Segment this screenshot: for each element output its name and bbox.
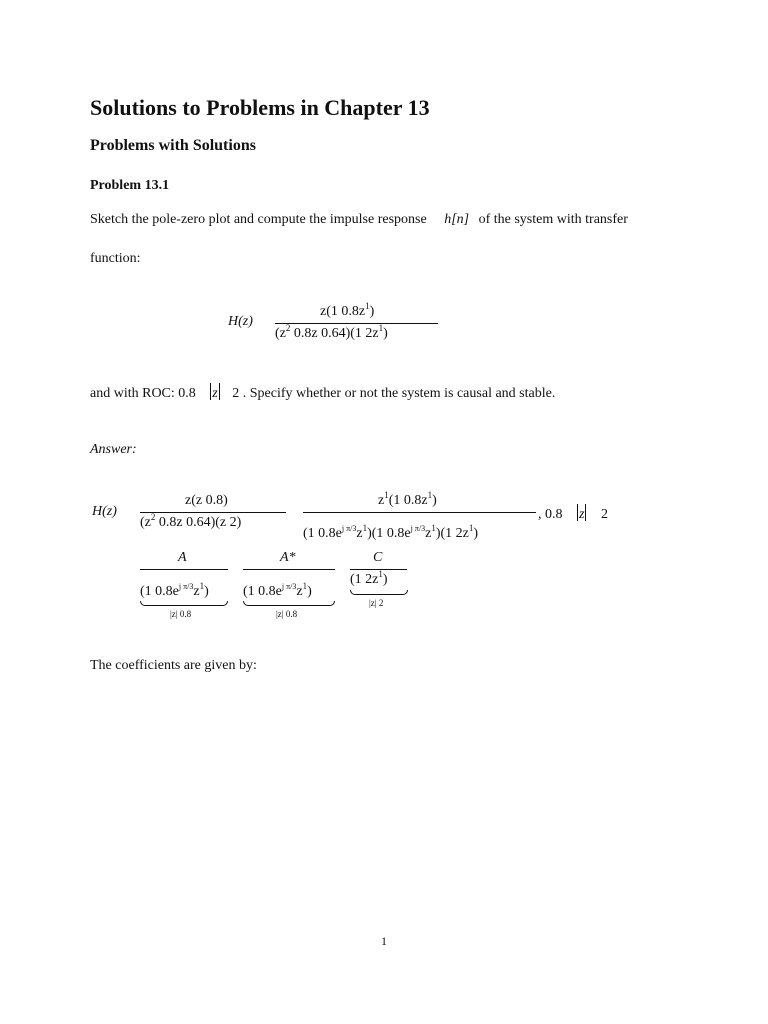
eq2-frac1-num: z(z 0.8) <box>185 493 228 508</box>
eq2-f2-num-exp2: 1 <box>427 490 433 500</box>
eq2-frac1-den <box>140 512 242 531</box>
eq1-den-end: ) <box>383 326 388 341</box>
eq2-f2-den-exp-c: j π/3 <box>410 524 426 533</box>
eq1-den-a: (z <box>275 326 286 341</box>
eq3-t3-den-a: (1 2z <box>350 572 379 587</box>
eq3-t1-den-exp: j π/3 <box>178 582 194 591</box>
roc-prefix: and with ROC: 0.8 <box>90 386 196 401</box>
eq3-term1-bar <box>140 569 228 570</box>
eq2-f2-den-end: ) <box>473 526 479 541</box>
eq3-term3-brace <box>350 590 408 595</box>
eq3-term1-brace <box>140 601 228 606</box>
eq3-t2-den-exp2: 1 <box>302 581 308 591</box>
eq3-t3-den-exp: 1 <box>378 569 383 579</box>
eq1-numerator <box>320 301 375 320</box>
eq1-denominator <box>275 323 388 342</box>
eq2-f2-den-c: )(1 0.8e <box>367 526 411 541</box>
eq3-term1-num: A <box>178 550 187 565</box>
eq3-t2-den-a: (1 0.8e <box>243 584 282 599</box>
eq3-t1-den-a: (1 0.8e <box>140 584 179 599</box>
eq2-f2-den-exp-b: 1 <box>362 523 368 533</box>
eq3-term1-brace-label: |z| 0.8 <box>170 609 192 619</box>
eq2-f2-num-b: (1 0.8z <box>388 493 428 508</box>
eq2-f2-den-d: z <box>425 526 432 541</box>
roc-statement <box>90 383 555 404</box>
page-number: 1 <box>381 934 387 948</box>
eq2-roc-end: 2 <box>600 507 608 522</box>
eq2-f2-num-end: ) <box>432 493 437 508</box>
eq2-roc <box>538 504 608 523</box>
eq2-f2-den-b: z <box>356 526 363 541</box>
eq2-frac2-bar <box>303 512 536 513</box>
eq3-term2-bar <box>243 569 335 570</box>
roc-z: z <box>212 386 218 401</box>
eq2-frac2-num <box>378 490 437 509</box>
eq3-term2-den <box>243 581 312 600</box>
eq3-t1-den-b: z <box>193 584 200 599</box>
eq1-num-end: ) <box>369 304 375 319</box>
coefficients-text: The coefficients are given by: <box>90 658 257 673</box>
eq1-num-text: z(1 0.8z <box>320 304 366 319</box>
eq2-f2-num-exp: 1 <box>384 490 389 500</box>
eq1-den-exp2: 1 <box>378 323 384 333</box>
eq3-term3-den <box>350 569 388 588</box>
eq2-f2-den-exp-a: j π/3 <box>341 524 357 533</box>
eq3-term3-brace-label: |z| 2 <box>369 598 384 608</box>
eq2-f2-den-e: )(1 2z <box>435 526 469 541</box>
eq3-t2-den-end: ) <box>307 584 312 599</box>
eq2-f1-den-a: (z <box>140 515 151 530</box>
eq1-lhs: H(z) <box>228 314 253 329</box>
eq3-term2-num: A* <box>280 550 296 565</box>
eq3-term1-den <box>140 581 209 600</box>
problem-text-a: Sketch the pole-zero plot and compute the impulse response <box>90 212 427 227</box>
eq3-term2-brace <box>243 601 335 606</box>
eq1-fraction-bar <box>275 323 438 324</box>
eq3-t2-den-b: z <box>296 584 303 599</box>
eq3-t3-den-end: ) <box>382 572 388 587</box>
eq3-t1-den-exp2: 1 <box>199 581 205 591</box>
eq2-f2-num-a: z <box>378 493 385 508</box>
eq3-t2-den-exp: j π/3 <box>281 582 297 591</box>
eq3-t1-den-end: ) <box>204 584 209 599</box>
eq3-term2-brace-label: |z| 0.8 <box>276 609 298 619</box>
eq2-f2-den-a: (1 0.8e <box>303 526 342 541</box>
page-title: Solutions to Problems in Chapter 13 <box>90 95 430 120</box>
eq2-f1-den-end: 0.8z 0.64)(z 2) <box>155 515 242 530</box>
roc-suffix: 2 . Specify whether or not the system is causal and stable. <box>232 386 556 401</box>
impulse-response-var: h[n] <box>444 212 470 227</box>
section-heading: Problems with Solutions <box>90 137 256 154</box>
eq2-frac2-den <box>303 523 479 542</box>
problem-statement-line1 <box>90 210 628 230</box>
problem-heading: Problem 13.1 <box>90 178 170 193</box>
eq3-term3-num: C <box>373 550 383 565</box>
answer-label: Answer: <box>90 442 137 457</box>
eq2-lhs: H(z) <box>92 504 117 519</box>
eq2-roc-tail: , 0.8 <box>538 507 563 522</box>
eq2-roc-z: z <box>579 507 585 522</box>
eq2-f1-den-exp: 2 <box>150 512 156 522</box>
problem-statement-line2: function: <box>90 251 141 266</box>
eq2-f2-den-exp-e: 1 <box>468 523 474 533</box>
eq2-f2-den-exp-d: 1 <box>431 523 436 533</box>
eq2-frac1-bar <box>140 512 286 513</box>
eq1-den-exp: 2 <box>285 323 291 333</box>
eq1-num-exp: 1 <box>365 301 370 311</box>
eq1-den-mid: 0.8z 0.64)(1 2z <box>290 326 379 341</box>
problem-text-b: of the system with transfer <box>478 212 628 227</box>
